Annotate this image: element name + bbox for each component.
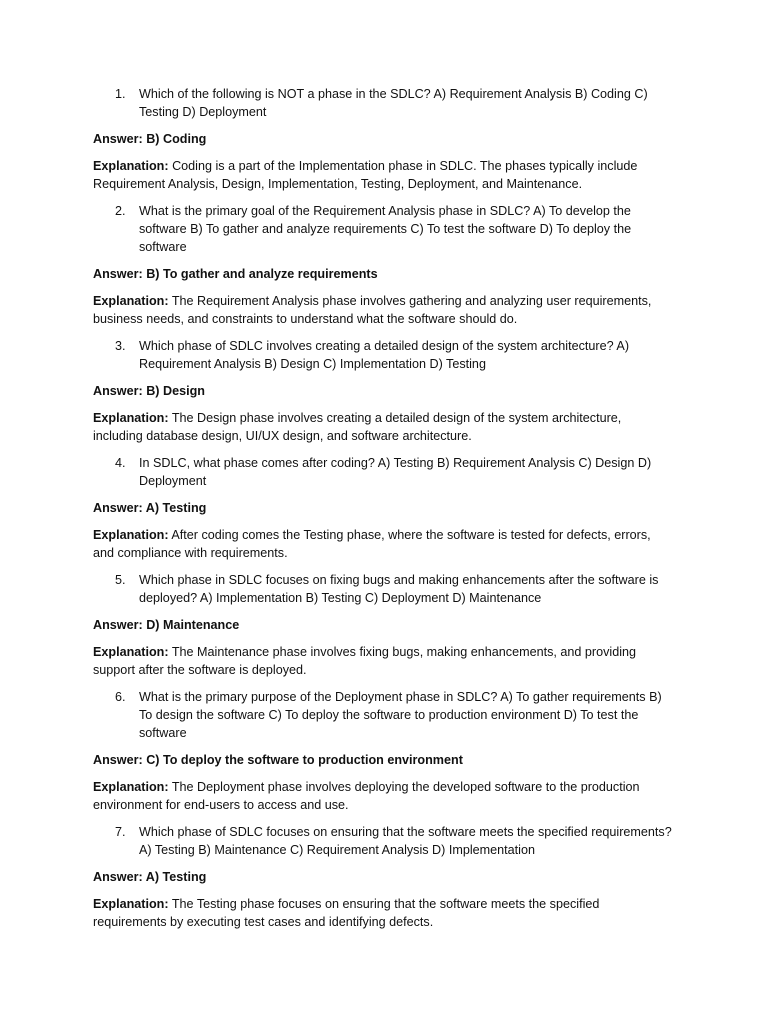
explanation-text: The Maintenance phase involves fixing bugs, making enhancements, and providing support after the software is deployed. [93,645,637,677]
answer-label: Answer: [93,753,143,767]
answer [93,868,673,886]
explanation [93,409,673,445]
question-text: Which phase of SDLC focuses on ensuring that the software meets the specified requirements? A) Testing B) Maintenance C) Requirement Analysis D) Implementation [139,825,672,857]
explanation [93,895,673,931]
answer-text: D) Maintenance [146,618,240,632]
qa-item-6 [93,688,673,814]
question-number: 4. [115,456,126,470]
answer [93,130,673,148]
question [93,454,673,490]
question [93,85,673,121]
question-text: Which phase in SDLC focuses on fixing bugs and making enhancements after the software is deployed? A) Implementation B) Testing C) Deployment D) Maintenance [139,573,659,605]
answer-label: Answer: [93,618,143,632]
question-text: Which of the following is NOT a phase in the SDLC? A) Requirement Analysis B) Coding C) Testing D) Deployment [139,87,648,119]
explanation [93,778,673,814]
answer [93,265,673,283]
explanation-label: Explanation: [93,780,169,794]
explanation-label: Explanation: [93,294,169,308]
explanation [93,292,673,328]
explanation-label: Explanation: [93,528,169,542]
answer-label: Answer: [93,384,143,398]
explanation-label: Explanation: [93,159,169,173]
explanation-label: Explanation: [93,411,169,425]
qa-item-1 [93,85,673,193]
answer [93,499,673,517]
question [93,202,673,256]
explanation-text: After coding comes the Testing phase, where the software is tested for defects, errors, and compliance with requirements. [93,528,651,560]
question [93,337,673,373]
answer-text: B) Coding [146,132,207,146]
answer-label: Answer: [93,267,143,281]
explanation-text: The Design phase involves creating a detailed design of the system architecture, including database design, UI/UX design, and software architecture. [93,411,622,443]
question-number: 1. [115,87,126,101]
answer-text: C) To deploy the software to production environment [146,753,463,767]
answer-text: A) Testing [145,501,207,515]
question-number: 6. [115,690,126,704]
explanation [93,157,673,193]
answer-text: A) Testing [145,870,207,884]
question-text: What is the primary goal of the Requirement Analysis phase in SDLC? A) To develop the software B) To gather and analyze requirements C) To test the software D) To deploy the software [139,204,632,254]
explanation-text: Coding is a part of the Implementation phase in SDLC. The phases typically include Requirement Analysis, Design, Implementation, Testing, Deployment, and Maintenance. [93,159,638,191]
explanation [93,643,673,679]
qa-item-5 [93,571,673,679]
explanation-label: Explanation: [93,897,169,911]
answer [93,751,673,769]
answer-label: Answer: [93,870,143,884]
qa-item-3 [93,337,673,445]
question [93,688,673,742]
question [93,571,673,607]
answer-text: B) To gather and analyze requirements [146,267,378,281]
qa-item-7 [93,823,673,931]
question-text: What is the primary purpose of the Deployment phase in SDLC? A) To gather requirements B) To design the software C) To deploy the software to production environment D) To test the software [139,690,662,740]
document-page [93,85,673,940]
answer [93,616,673,634]
qa-item-4 [93,454,673,562]
question-number: 5. [115,573,126,587]
question-number: 3. [115,339,126,353]
explanation-label: Explanation: [93,645,169,659]
question-number: 7. [115,825,126,839]
explanation-text: The Deployment phase involves deploying the developed software to the production environment for end-users to access and use. [93,780,640,812]
explanation-text: The Testing phase focuses on ensuring that the software meets the specified requirements by executing test cases and identifying defects. [93,897,600,929]
explanation [93,526,673,562]
question [93,823,673,859]
answer-text: B) Design [146,384,205,398]
answer-label: Answer: [93,501,143,515]
answer-label: Answer: [93,132,143,146]
answer [93,382,673,400]
explanation-text: The Requirement Analysis phase involves gathering and analyzing user requirements, business needs, and constraints to understand what the software should do. [93,294,652,326]
qa-item-2 [93,202,673,328]
question-number: 2. [115,204,126,218]
question-text: In SDLC, what phase comes after coding? A) Testing B) Requirement Analysis C) Design D) Deployment [139,456,652,488]
question-text: Which phase of SDLC involves creating a detailed design of the system architecture? A) Requirement Analysis B) Design C) Implementation D) Testing [139,339,630,371]
